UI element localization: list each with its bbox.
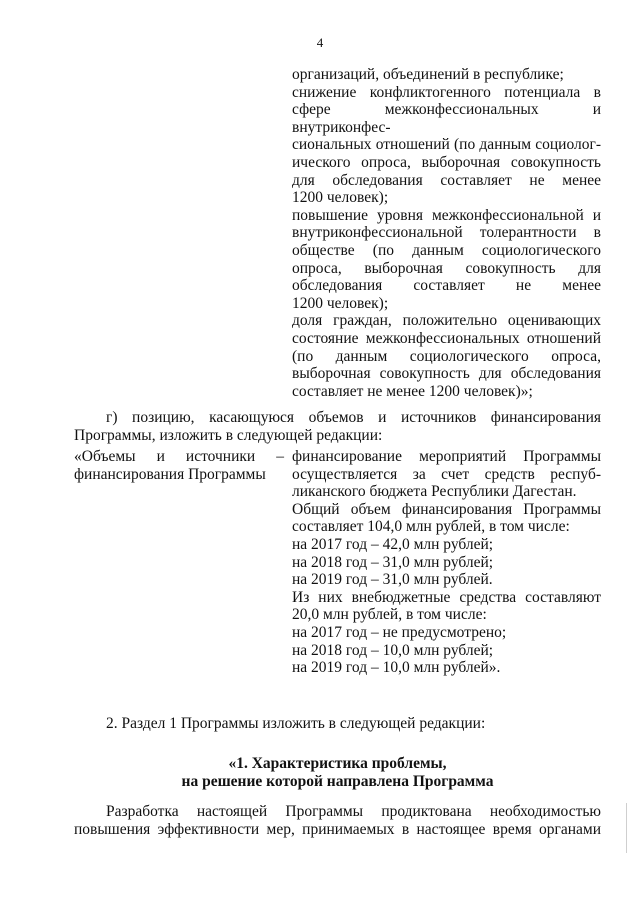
text-line: на 2018 год – 31,0 млн рублей; xyxy=(292,553,494,571)
text-line: Программы, изложить в следующей редакции: xyxy=(74,426,383,444)
text-line: повышение уровня межконфессиональной и xyxy=(292,206,601,224)
text-line: Общий объем финансирования Программы xyxy=(292,500,601,518)
text-line: состояние межконфессиональных отношений xyxy=(292,329,601,347)
paragraph-2 xyxy=(74,715,601,733)
text-line: составляет не менее 1200 человек)»; xyxy=(292,382,533,400)
text-line: обществе (по данным социологического xyxy=(292,241,601,259)
text-line: опроса, выборочная совокупность для xyxy=(292,259,601,277)
text-line: ликанского бюджета Республики Дагестан. xyxy=(292,483,577,501)
text-line: на 2017 год – 42,0 млн рублей; xyxy=(292,535,494,553)
text-line: снижение конфликтогенного потенциала в xyxy=(292,83,601,101)
text-line: (по данным социологического опроса, xyxy=(292,347,601,365)
heading-line: на решение которой направлена Программа xyxy=(181,772,494,790)
text-line: финансирование мероприятий Программы xyxy=(292,448,601,465)
body-paragraph xyxy=(74,803,601,838)
text-line: «Объемы и источники – xyxy=(74,448,284,465)
text-line: 1200 человек); xyxy=(292,294,389,312)
text-line: внутриконфессиональной толерантности в xyxy=(292,224,601,242)
section-heading xyxy=(74,755,601,790)
text-line: составляет 104,0 млн рублей, в том числе: xyxy=(292,518,570,536)
text-line: 2. Раздел 1 Программы изложить в следующей редакции: xyxy=(106,715,486,732)
text-line: осуществляется за счет средств респуб- xyxy=(292,465,601,483)
text-line: Разработка настоящей Программы продиктована необходимостью xyxy=(106,803,601,820)
financing-details xyxy=(292,448,601,677)
text-line: 1200 человек); xyxy=(292,189,389,207)
text-line: 20,0 млн рублей, в том числе: xyxy=(292,606,487,624)
text-line: доля граждан, положительно оценивающих xyxy=(292,312,601,330)
text-line: для обследования составляет не менее xyxy=(292,171,601,189)
text-line: на 2017 год – не предусмотрено; xyxy=(292,623,507,641)
page-number: 4 xyxy=(316,35,324,50)
financing-label xyxy=(74,448,284,483)
text-line: г) позицию, касающуюся объемов и источников финансирования xyxy=(106,409,601,426)
text-line: на 2019 год – 31,0 млн рублей. xyxy=(292,571,493,589)
heading-line: «1. Характеристика проблемы, xyxy=(228,755,447,772)
text-line: на 2018 год – 10,0 млн рублей; xyxy=(292,641,494,659)
paragraph-g xyxy=(74,409,601,444)
text-line: Из них внебюджетные средства составляют xyxy=(292,588,601,606)
text-line: повышения эффективности мер, принимаемых в настоящее время органами xyxy=(74,820,601,838)
text-line: организаций, объединений в республике; xyxy=(292,66,564,83)
text-line: ического опроса, выборочная совокупность xyxy=(292,153,601,171)
text-line: на 2019 год – 10,0 млн рублей». xyxy=(292,659,501,677)
text-line: сиональных отношений (по данным социолог- xyxy=(292,136,601,154)
indicators-block xyxy=(292,66,601,400)
text-line: сфере межконфессиональных и внутриконфес- xyxy=(292,101,601,136)
margin-mark xyxy=(626,803,627,853)
text-line: выборочная совокупность для обследования xyxy=(292,365,601,383)
text-line: обследования составляет не менее xyxy=(292,277,601,295)
text-line: финансирования Программы xyxy=(74,465,266,483)
